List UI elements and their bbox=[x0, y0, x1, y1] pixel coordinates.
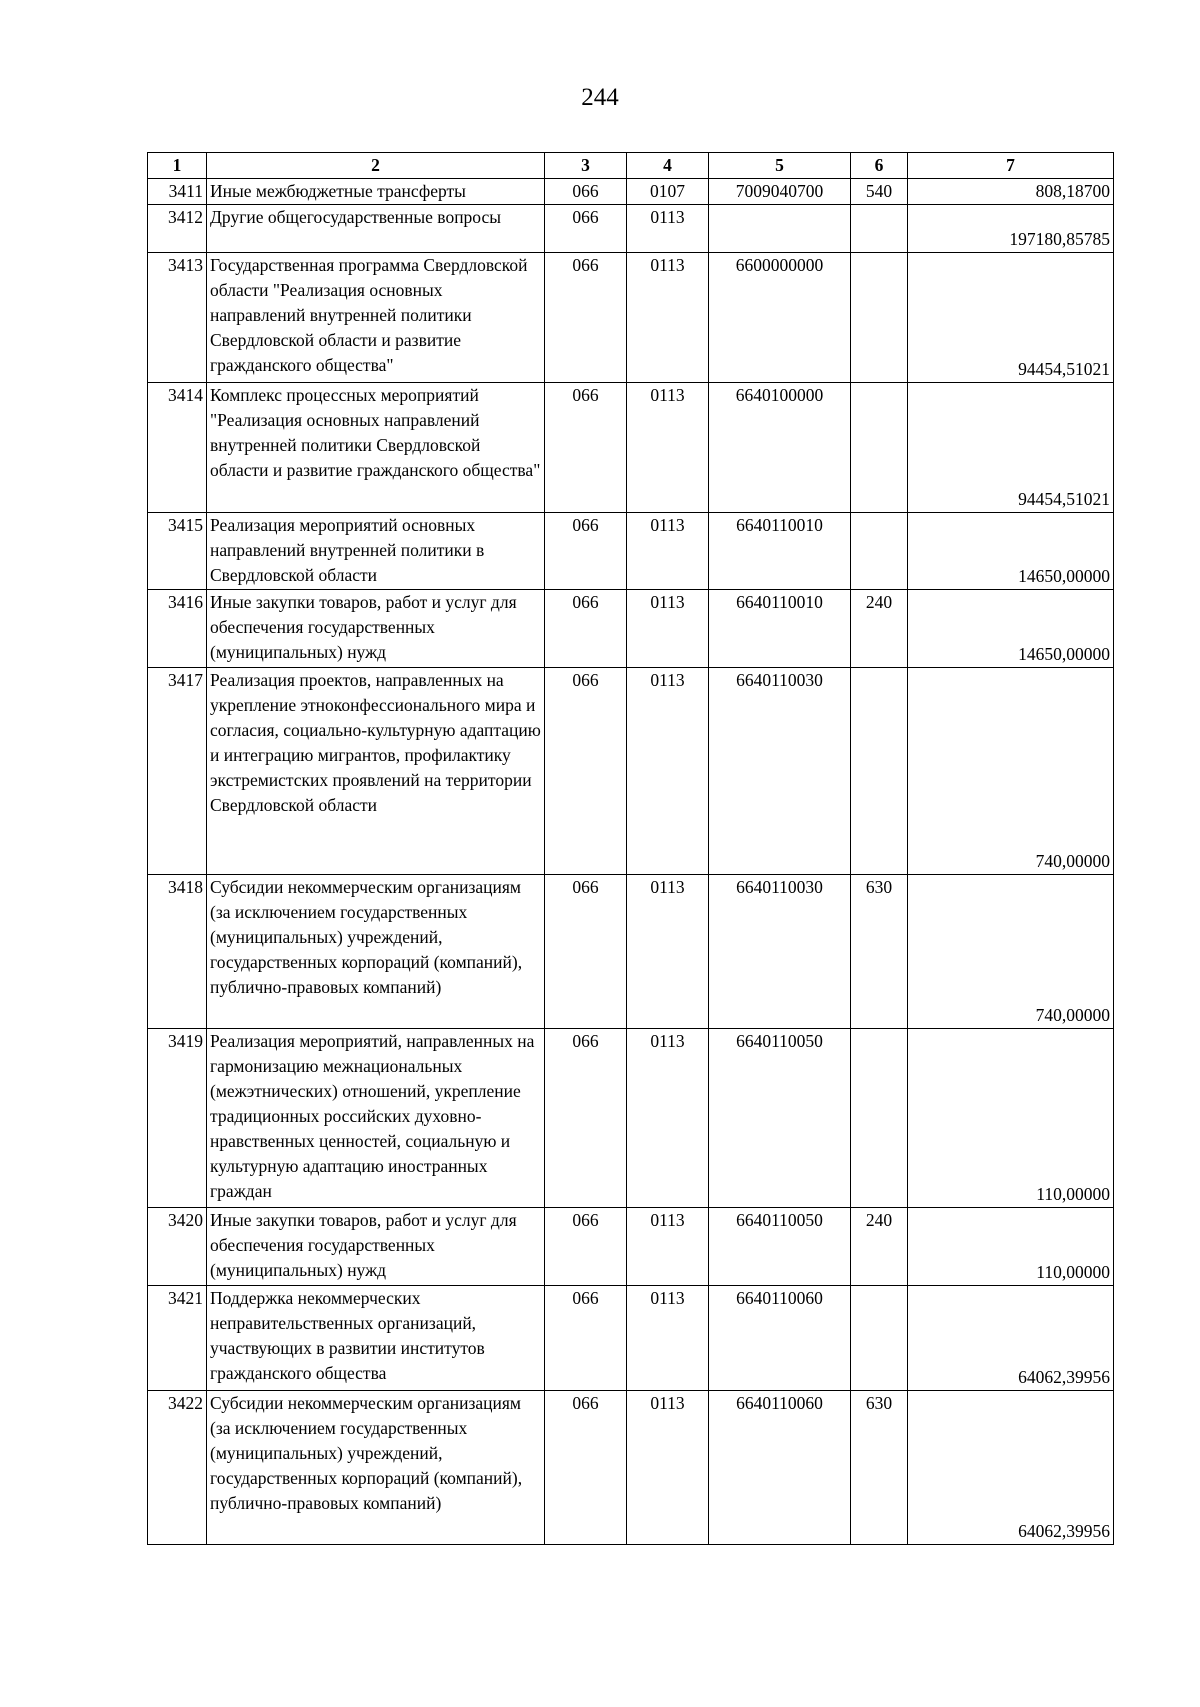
budget-table bbox=[147, 152, 1114, 1545]
amount-value: 94454,51021 bbox=[908, 383, 1114, 513]
table-row bbox=[148, 1208, 1114, 1286]
item-name: Субсидии некоммерческим организациям (за исключением государственных (муниципальных) учреждений, государственных корпораций (компаний), публично-правовых компаний) bbox=[207, 1391, 545, 1545]
section-code: 0113 bbox=[627, 383, 709, 513]
table-row bbox=[148, 1391, 1114, 1545]
item-name: Другие общегосударственные вопросы bbox=[207, 205, 545, 253]
section-code: 0113 bbox=[627, 1391, 709, 1545]
row-number: 3419 bbox=[148, 1029, 207, 1208]
target-article-code: 6640110030 bbox=[709, 875, 851, 1029]
item-name: Иные закупки товаров, работ и услуг для обеспечения государственных (муниципальных) нужд bbox=[207, 590, 545, 668]
ministry-code: 066 bbox=[545, 590, 627, 668]
item-name: Государственная программа Свердловской области "Реализация основных направлений внутренней политики Свердловской области и развитие гражданского общества" bbox=[207, 253, 545, 383]
section-code: 0113 bbox=[627, 253, 709, 383]
amount-value: 808,18700 bbox=[908, 179, 1114, 205]
table-row bbox=[148, 513, 1114, 590]
expense-type-code: 540 bbox=[851, 179, 908, 205]
expense-type-code bbox=[851, 205, 908, 253]
row-number: 3412 bbox=[148, 205, 207, 253]
section-code: 0113 bbox=[627, 875, 709, 1029]
ministry-code: 066 bbox=[545, 1391, 627, 1545]
item-name: Реализация мероприятий основных направлений внутренней политики в Свердловской области bbox=[207, 513, 545, 590]
row-number: 3418 bbox=[148, 875, 207, 1029]
amount-value: 740,00000 bbox=[908, 875, 1114, 1029]
table-row bbox=[148, 590, 1114, 668]
header-cell: 1 bbox=[148, 153, 207, 179]
section-code: 0113 bbox=[627, 1286, 709, 1391]
section-code: 0113 bbox=[627, 1029, 709, 1208]
target-article-code: 6640100000 bbox=[709, 383, 851, 513]
expense-type-code: 240 bbox=[851, 590, 908, 668]
target-article-code: 6640110050 bbox=[709, 1029, 851, 1208]
item-name: Комплекс процессных мероприятий "Реализация основных направлений внутренней политики Свердловской области и развитие гражданского общества" bbox=[207, 383, 545, 513]
table-row bbox=[148, 875, 1114, 1029]
item-name: Иные закупки товаров, работ и услуг для обеспечения государственных (муниципальных) нужд bbox=[207, 1208, 545, 1286]
header-cell: 2 bbox=[207, 153, 545, 179]
section-code: 0113 bbox=[627, 513, 709, 590]
item-name: Субсидии некоммерческим организациям (за исключением государственных (муниципальных) учреждений, государственных корпораций (компаний), публично-правовых компаний) bbox=[207, 875, 545, 1029]
row-number: 3411 bbox=[148, 179, 207, 205]
section-code: 0107 bbox=[627, 179, 709, 205]
target-article-code: 7009040700 bbox=[709, 179, 851, 205]
ministry-code: 066 bbox=[545, 513, 627, 590]
expense-type-code bbox=[851, 668, 908, 875]
row-number: 3421 bbox=[148, 1286, 207, 1391]
header-cell: 7 bbox=[908, 153, 1114, 179]
amount-value: 110,00000 bbox=[908, 1208, 1114, 1286]
target-article-code: 6640110060 bbox=[709, 1286, 851, 1391]
table-row bbox=[148, 668, 1114, 875]
row-number: 3416 bbox=[148, 590, 207, 668]
item-name: Реализация проектов, направленных на укрепление этноконфессионального мира и согласия, социально-культурную адаптацию и интеграцию мигрантов, профилактику экстремистских проявлений на территории Свердловской области bbox=[207, 668, 545, 875]
expense-type-code bbox=[851, 383, 908, 513]
row-number: 3414 bbox=[148, 383, 207, 513]
item-name: Иные межбюджетные трансферты bbox=[207, 179, 545, 205]
row-number: 3420 bbox=[148, 1208, 207, 1286]
target-article-code bbox=[709, 205, 851, 253]
table-row bbox=[148, 1029, 1114, 1208]
section-code: 0113 bbox=[627, 205, 709, 253]
ministry-code: 066 bbox=[545, 179, 627, 205]
ministry-code: 066 bbox=[545, 253, 627, 383]
amount-value: 740,00000 bbox=[908, 668, 1114, 875]
amount-value: 14650,00000 bbox=[908, 513, 1114, 590]
amount-value: 14650,00000 bbox=[908, 590, 1114, 668]
table-row bbox=[148, 205, 1114, 253]
table-row bbox=[148, 179, 1114, 205]
table-row bbox=[148, 383, 1114, 513]
target-article-code: 6640110030 bbox=[709, 668, 851, 875]
row-number: 3417 bbox=[148, 668, 207, 875]
row-number: 3413 bbox=[148, 253, 207, 383]
header-cell: 3 bbox=[545, 153, 627, 179]
amount-value: 110,00000 bbox=[908, 1029, 1114, 1208]
header-row bbox=[148, 153, 1114, 179]
header-cell: 5 bbox=[709, 153, 851, 179]
target-article-code: 6640110050 bbox=[709, 1208, 851, 1286]
expense-type-code: 240 bbox=[851, 1208, 908, 1286]
section-code: 0113 bbox=[627, 590, 709, 668]
target-article-code: 6600000000 bbox=[709, 253, 851, 383]
header-cell: 6 bbox=[851, 153, 908, 179]
ministry-code: 066 bbox=[545, 875, 627, 1029]
row-number: 3422 bbox=[148, 1391, 207, 1545]
ministry-code: 066 bbox=[545, 1286, 627, 1391]
header-cell: 4 bbox=[627, 153, 709, 179]
ministry-code: 066 bbox=[545, 1029, 627, 1208]
section-code: 0113 bbox=[627, 668, 709, 875]
expense-type-code bbox=[851, 253, 908, 383]
row-number: 3415 bbox=[148, 513, 207, 590]
target-article-code: 6640110010 bbox=[709, 590, 851, 668]
amount-value: 197180,85785 bbox=[908, 205, 1114, 253]
expense-type-code bbox=[851, 1286, 908, 1391]
target-article-code: 6640110060 bbox=[709, 1391, 851, 1545]
item-name: Реализация мероприятий, направленных на гармонизацию межнациональных (межэтнических) отношений, укрепление традиционных российских духовно-нравственных ценностей, социальную и культурную адаптацию иностранных граждан bbox=[207, 1029, 545, 1208]
expense-type-code: 630 bbox=[851, 875, 908, 1029]
amount-value: 94454,51021 bbox=[908, 253, 1114, 383]
table-row bbox=[148, 253, 1114, 383]
amount-value: 64062,39956 bbox=[908, 1391, 1114, 1545]
target-article-code: 6640110010 bbox=[709, 513, 851, 590]
ministry-code: 066 bbox=[545, 668, 627, 875]
expense-type-code bbox=[851, 1029, 908, 1208]
ministry-code: 066 bbox=[545, 205, 627, 253]
amount-value: 64062,39956 bbox=[908, 1286, 1114, 1391]
section-code: 0113 bbox=[627, 1208, 709, 1286]
expense-type-code bbox=[851, 513, 908, 590]
ministry-code: 066 bbox=[545, 383, 627, 513]
expense-type-code: 630 bbox=[851, 1391, 908, 1545]
item-name: Поддержка некоммерческих неправительственных организаций, участвующих в развитии институтов гражданского общества bbox=[207, 1286, 545, 1391]
ministry-code: 066 bbox=[545, 1208, 627, 1286]
table-row bbox=[148, 1286, 1114, 1391]
page-number: 244 bbox=[581, 84, 619, 111]
